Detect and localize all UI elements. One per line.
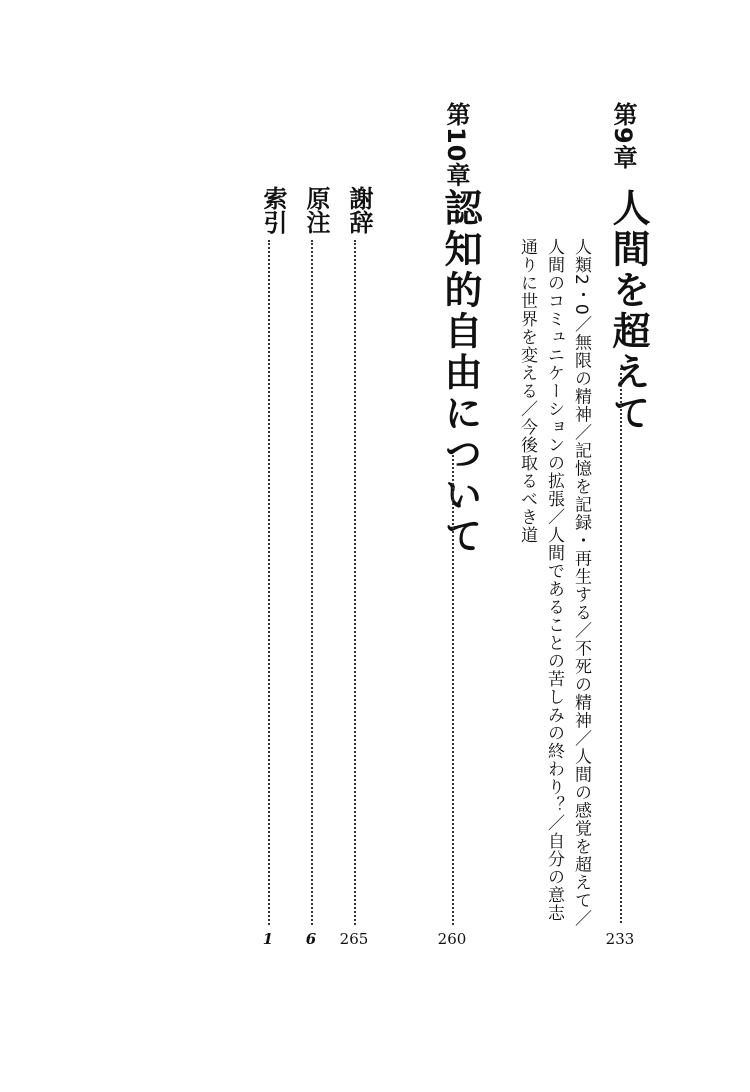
notes-page[interactable]: 6 [305, 930, 317, 948]
chapter-10-page[interactable]: 260 [437, 930, 467, 948]
acknowledgements-title[interactable]: 謝辞 [345, 186, 373, 234]
acknowledgements-leader [354, 240, 356, 925]
chapter-9-topics: 人類2・0／無限の精神／記憶を記録・再生する／不死の精神／人間の感覚を超えて／人間のコミュニケーションの拡張／人間であることの苦しみの終わり？／自分の意志通りに世界を変える／今後取るべき道 [517, 238, 591, 928]
chapter-9-title[interactable]: 人間を超えて [606, 188, 650, 434]
chapter-9-page[interactable]: 233 [605, 930, 635, 948]
index-page[interactable]: 1 [262, 930, 274, 948]
index-leader [268, 240, 270, 925]
chapter-10-number: 第10章 [442, 102, 470, 188]
notes-title[interactable]: 原注 [302, 186, 330, 234]
chapter-10-leader [452, 455, 454, 925]
chapter-10-title[interactable]: 認知的自由について [438, 188, 482, 557]
index-title[interactable]: 索引 [259, 186, 287, 234]
acknowledgements-page[interactable]: 265 [339, 930, 369, 948]
notes-leader [311, 240, 313, 925]
chapter-9-leader [620, 368, 622, 923]
chapter-9-number: 第9章 [609, 102, 637, 170]
